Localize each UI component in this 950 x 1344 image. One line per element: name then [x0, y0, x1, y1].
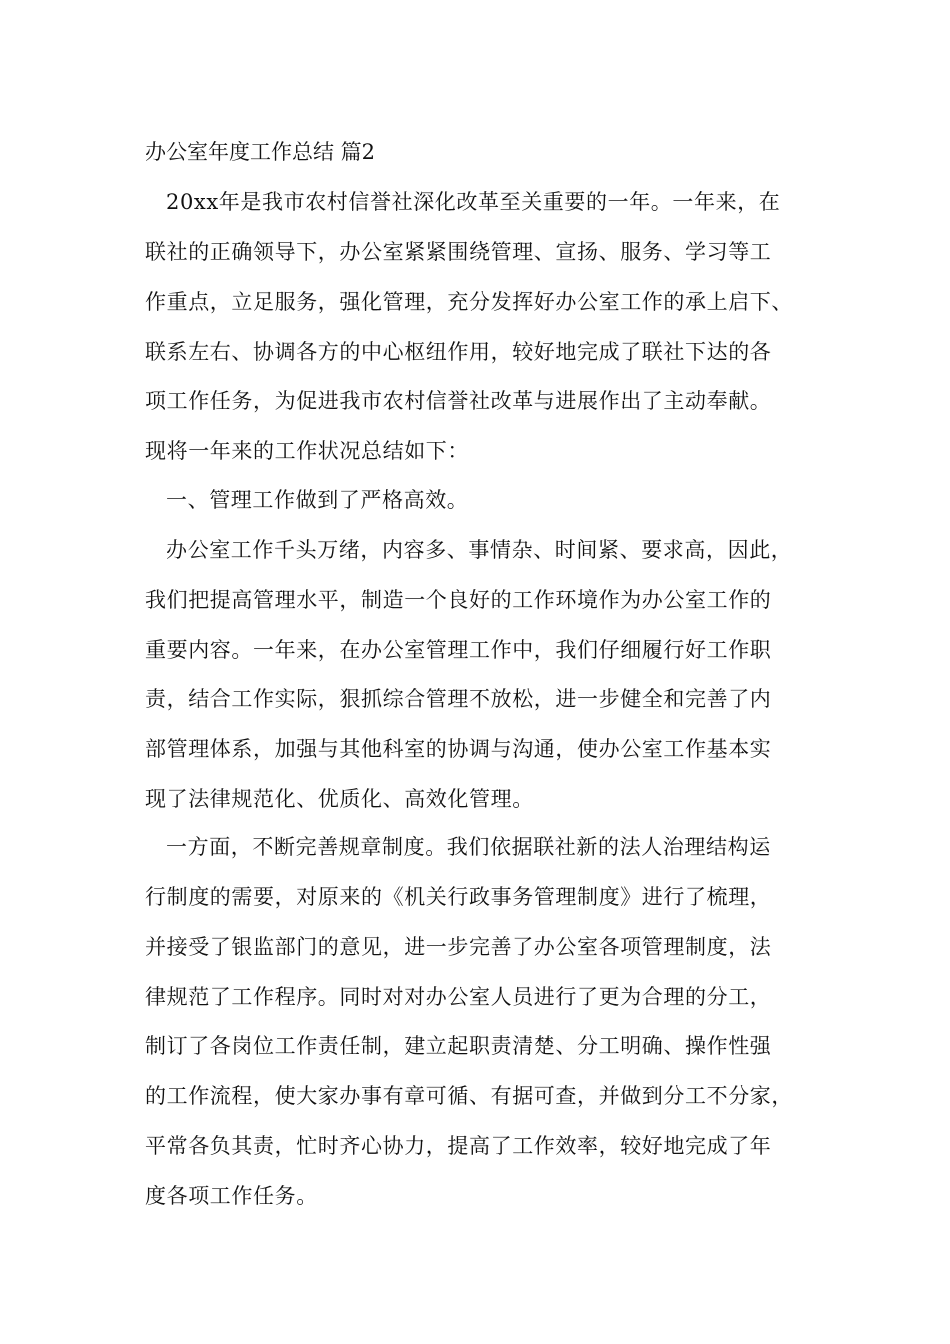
paragraph-line: 项工作任务，为促进我市农村信誉社改革与进展作出了主动奉献。 — [145, 389, 772, 413]
section-heading: 一、管理工作做到了严格高效。 — [166, 488, 469, 512]
paragraph-line: 联系左右、协调各方的中心枢纽作用，较好地完成了联社下达的各 — [145, 340, 772, 364]
paragraph-line: 现将一年来的工作状况总结如下： — [145, 439, 469, 463]
paragraph-line: 部管理体系，加强与其他科室的协调与沟通，使办公室工作基本实 — [145, 737, 772, 761]
paragraph-line: 度各项工作任务。 — [145, 1184, 318, 1208]
paragraph-line: 作重点，立足服务，强化管理，充分发挥好办公室工作的承上启下、 — [145, 290, 793, 314]
paragraph-line: 责，结合工作实际，狠抓综合管理不放松，进一步健全和完善了内 — [145, 687, 772, 711]
document-title: 办公室年度工作总结 篇2 — [145, 140, 376, 164]
paragraph-line: 行制度的需要，对原来的《机关行政事务管理制度》进行了梳理， — [145, 885, 772, 909]
paragraph-line: 一方面，不断完善规章制度。我们依据联社新的法人治理结构运 — [166, 835, 771, 859]
paragraph-line: 平常各负其责，忙时齐心协力，提高了工作效率，较好地完成了年 — [145, 1134, 772, 1158]
paragraph-line: 的工作流程，使大家办事有章可循、有据可查，并做到分工不分家， — [145, 1084, 793, 1108]
paragraph-line: 联社的正确领导下，办公室紧紧围绕管理、宣扬、服务、学习等工 — [145, 240, 772, 264]
paragraph-line: 律规范了工作程序。同时对对办公室人员进行了更为合理的分工， — [145, 985, 772, 1009]
paragraph-line: 我们把提高管理水平，制造一个良好的工作环境作为办公室工作的 — [145, 588, 772, 612]
paragraph-line: 20xx年是我市农村信誉社深化改革至关重要的一年。一年来，在 — [166, 190, 781, 214]
paragraph-line: 制订了各岗位工作责任制，建立起职责清楚、分工明确、操作性强 — [145, 1034, 772, 1058]
paragraph-line: 重要内容。一年来，在办公室管理工作中，我们仔细履行好工作职 — [145, 638, 772, 662]
paragraph-line: 并接受了银监部门的意见，进一步完善了办公室各项管理制度，法 — [145, 935, 772, 959]
paragraph-line: 现了法律规范化、优质化、高效化管理。 — [145, 787, 534, 811]
paragraph-line: 办公室工作千头万绪，内容多、事情杂、时间紧、要求高，因此， — [166, 538, 793, 562]
